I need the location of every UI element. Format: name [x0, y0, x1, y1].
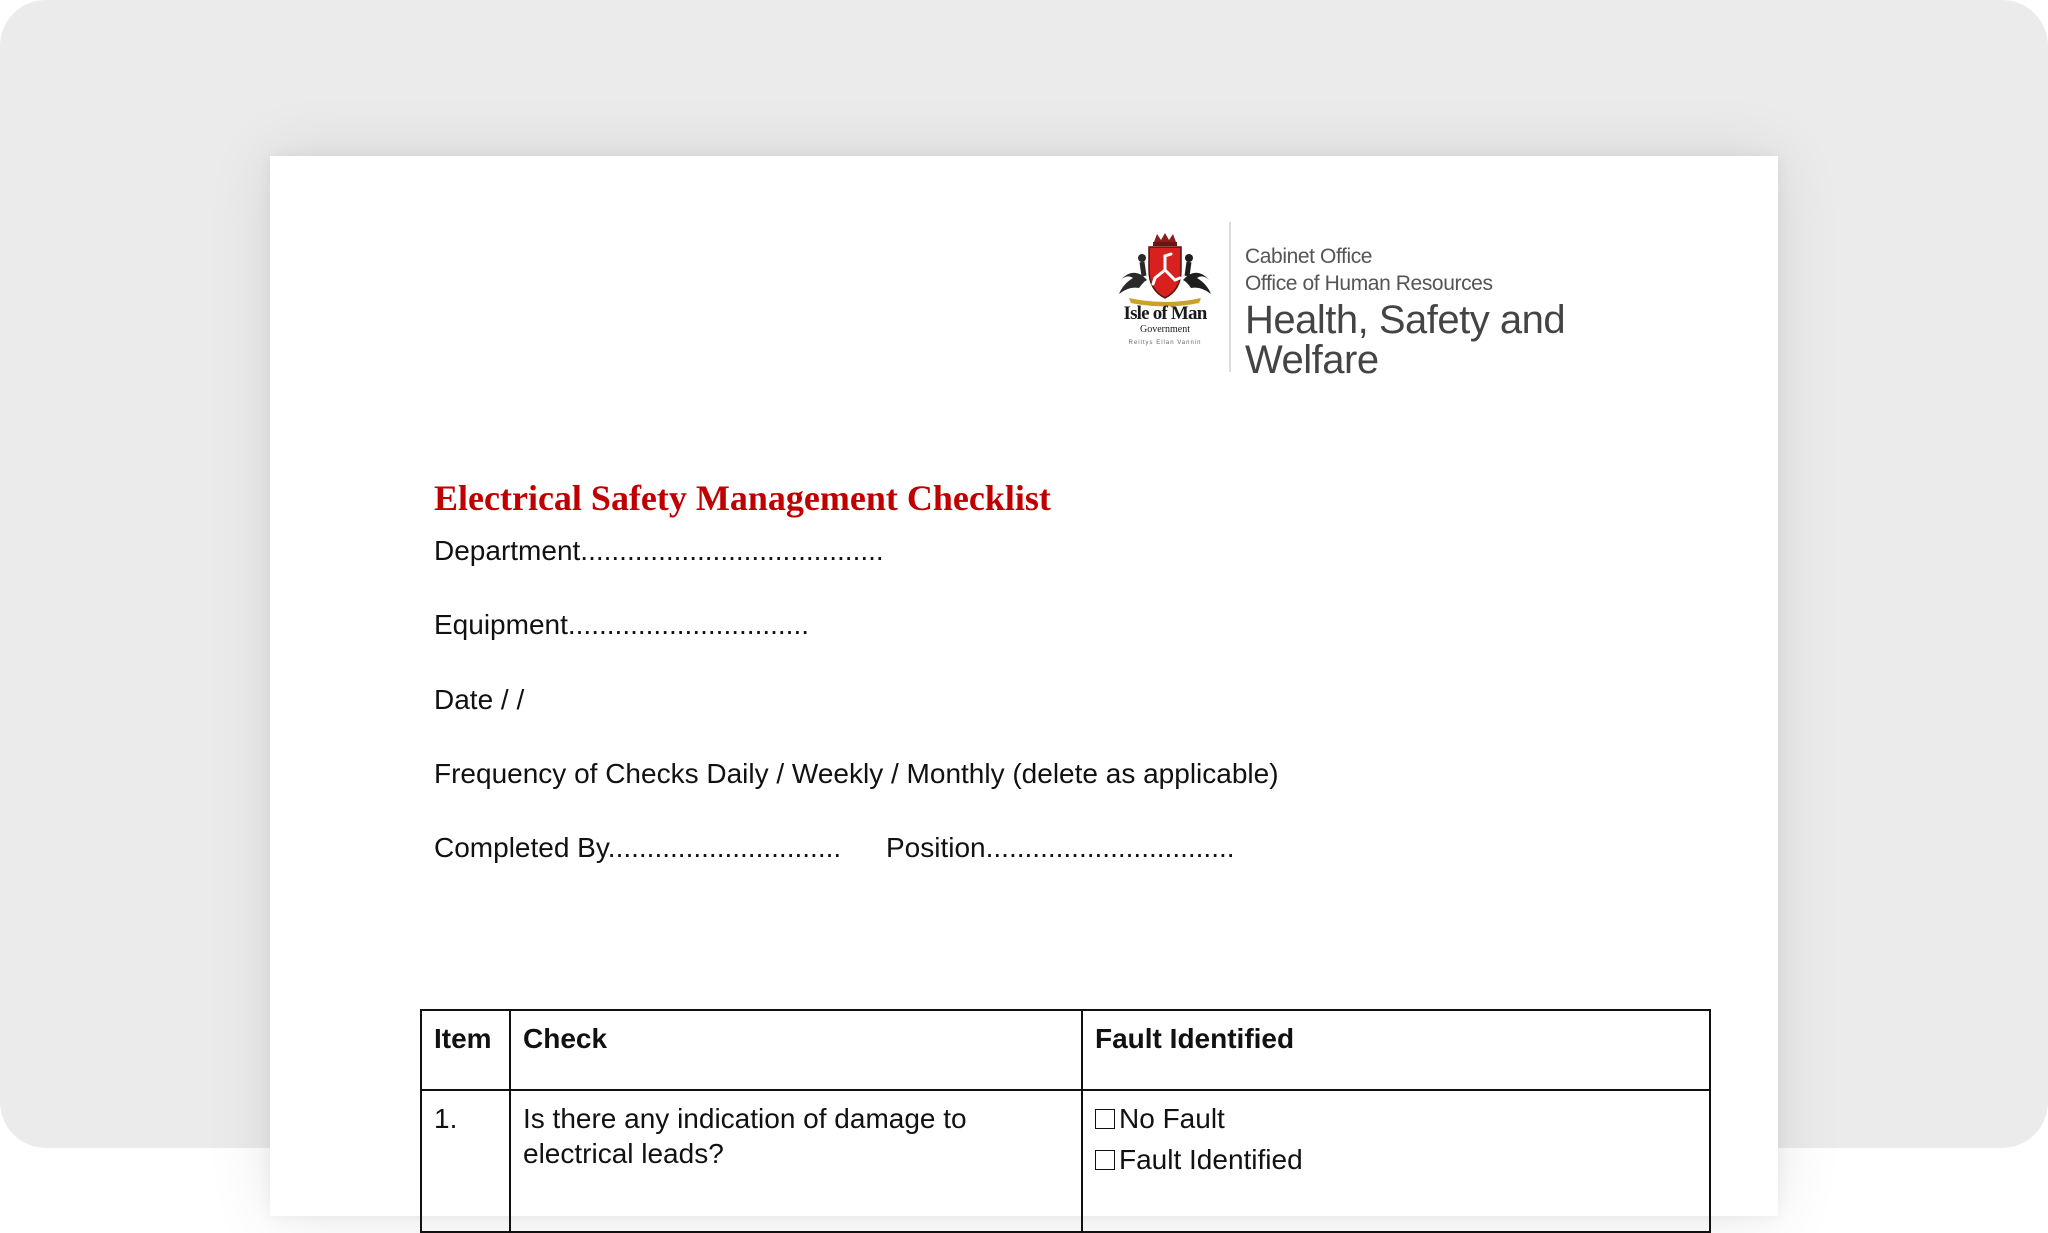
- org-name-line2: Office of Human Resources: [1245, 272, 1493, 295]
- fault-identified-label: Fault Identified: [1119, 1144, 1303, 1175]
- column-header-check: Check: [510, 1010, 1082, 1090]
- checklist-table: [420, 1009, 1711, 1233]
- header-logo: [1113, 222, 1673, 382]
- fault-options: [1082, 1090, 1710, 1232]
- checkbox-icon[interactable]: [1095, 1150, 1115, 1170]
- crest-name: Isle of Man: [1123, 303, 1207, 324]
- item-number: 1.: [421, 1090, 510, 1232]
- no-fault-option[interactable]: [1095, 1101, 1697, 1136]
- logo-divider: [1229, 222, 1231, 372]
- crest-subtitle: Government: [1140, 324, 1190, 335]
- check-question: Is there any indication of damage to electrical leads?: [510, 1090, 1082, 1232]
- isle-of-man-crest-icon: [1113, 232, 1217, 367]
- equipment-field: Equipment...............................: [434, 609, 810, 640]
- table-row: [421, 1090, 1710, 1232]
- checkbox-icon[interactable]: [1095, 1109, 1115, 1129]
- fault-identified-option[interactable]: [1095, 1142, 1697, 1177]
- department-field: Department.......................................: [434, 535, 884, 566]
- document-title: Electrical Safety Management Checklist: [434, 478, 1051, 518]
- column-header-item: Item: [421, 1010, 510, 1090]
- crest-motto: Reiltys Ellan Vannin: [1128, 340, 1202, 346]
- no-fault-label: No Fault: [1119, 1103, 1225, 1134]
- org-name-line1: Cabinet Office: [1245, 245, 1373, 268]
- position-field: Position................................: [886, 832, 1235, 863]
- table-header-row: [421, 1010, 1710, 1090]
- org-name-line3: Health, Safety and Welfare: [1245, 298, 1566, 382]
- document-page: [270, 156, 1778, 1216]
- completed-by-field: Completed By..............................: [434, 832, 842, 863]
- column-header-fault: Fault Identified: [1082, 1010, 1710, 1090]
- frequency-field: Frequency of Checks Daily / Weekly / Monthly (delete as applicable): [434, 758, 1279, 789]
- date-field: Date / /: [434, 684, 525, 715]
